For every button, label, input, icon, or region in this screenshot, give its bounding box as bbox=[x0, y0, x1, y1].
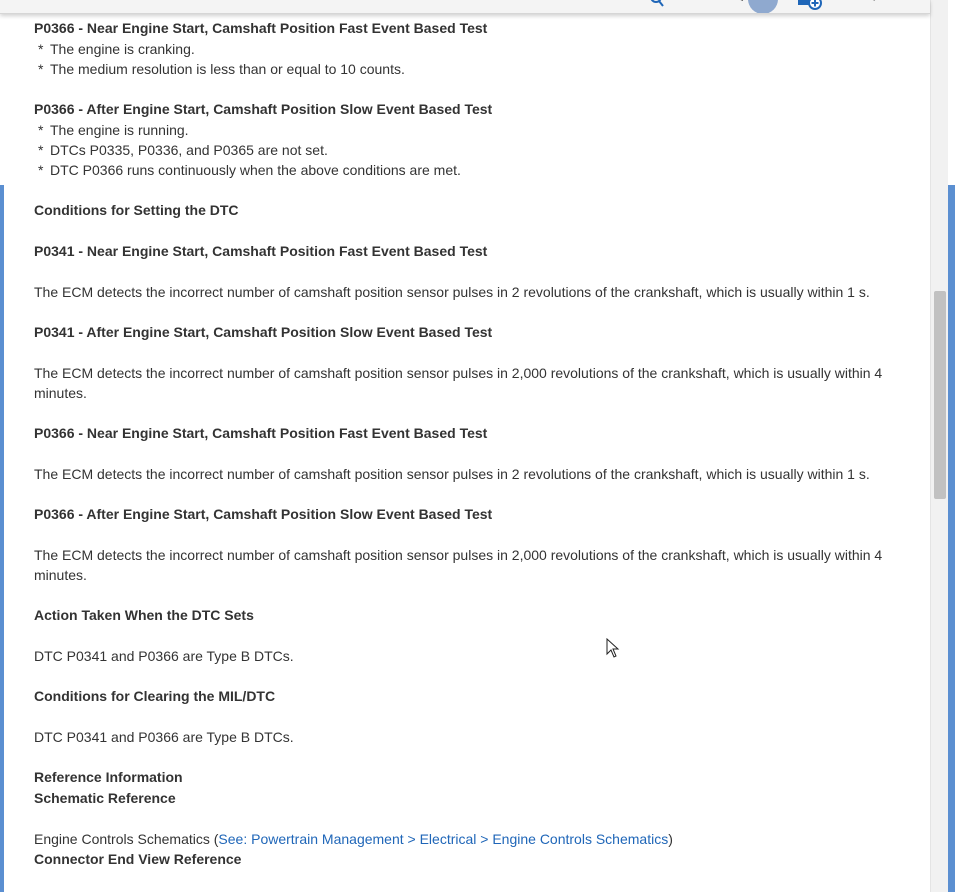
bullet-marker: * bbox=[38, 41, 44, 57]
section-heading: P0366 - After Engine Start, Camshaft Position Slow Event Based Test bbox=[34, 506, 493, 522]
bullet-marker: * bbox=[38, 142, 44, 158]
avatar[interactable] bbox=[748, 0, 778, 14]
action-text: DTC P0341 and P0366 are Type B DTCs. bbox=[34, 648, 294, 664]
section-heading: P0366 - Near Engine Start, Camshaft Position Fast Event Based Test bbox=[34, 20, 488, 36]
bullet-text: The engine is cranking. bbox=[50, 41, 195, 57]
section-heading: P0366 - After Engine Start, Camshaft Position Slow Event Based Test bbox=[34, 101, 493, 117]
bullet-text: DTCs P0335, P0336, and P0365 are not set. bbox=[50, 142, 328, 158]
section-text: The ECM detects the incorrect number of camshaft position sensor pulses in 2 revolutions of the crankshaft, which is usually within 1 s. bbox=[34, 284, 870, 300]
bullet-text: The medium resolution is less than or equal to 10 counts. bbox=[50, 61, 405, 77]
right-edge-strip bbox=[948, 0, 955, 892]
bullet-item bbox=[34, 59, 405, 79]
schematic-heading: Schematic Reference bbox=[34, 790, 176, 806]
top-header-bar bbox=[0, 0, 930, 14]
bullet-text: The engine is running. bbox=[50, 122, 189, 138]
section-heading: P0341 - Near Engine Start, Camshaft Position Fast Event Based Test bbox=[34, 243, 488, 259]
search-icon[interactable] bbox=[650, 0, 664, 11]
bullet-item bbox=[34, 39, 195, 59]
section-text: The ECM detects the incorrect number of camshaft position sensor pulses in 2,000 revolutions of the crankshaft, which is usually within 4 minutes. bbox=[34, 547, 883, 583]
section-text: The ECM detects the incorrect number of camshaft position sensor pulses in 2 revolutions of the crankshaft, which is usually within 1 s. bbox=[34, 466, 870, 482]
bullet-text: DTC P0366 runs continuously when the above conditions are met. bbox=[50, 162, 461, 178]
bullet-marker: * bbox=[38, 162, 44, 178]
section-heading: P0341 - After Engine Start, Camshaft Position Slow Event Based Test bbox=[34, 324, 493, 340]
bullet-marker: * bbox=[38, 61, 44, 77]
add-to-list-icon[interactable] bbox=[798, 0, 822, 10]
clearing-heading: Conditions for Clearing the MIL/DTC bbox=[34, 688, 276, 704]
conditions-setting-heading: Conditions for Setting the DTC bbox=[34, 202, 239, 218]
bullet-item bbox=[34, 120, 189, 140]
reference-heading: Reference Information bbox=[34, 769, 183, 785]
schematic-prefix: Engine Controls Schematics ( bbox=[34, 831, 219, 847]
bullet-marker: * bbox=[38, 122, 44, 138]
schematic-reference-line bbox=[34, 829, 673, 849]
scrollbar-thumb[interactable] bbox=[934, 291, 946, 499]
dropdown-chevron-icon[interactable] bbox=[737, 0, 745, 1]
schematics-link[interactable]: See: Powertrain Management > Electrical > Engine Controls Schematics bbox=[218, 831, 669, 847]
menu-chevron-icon[interactable] bbox=[869, 0, 877, 1]
section-heading: P0366 - Near Engine Start, Camshaft Position Fast Event Based Test bbox=[34, 425, 488, 441]
bullet-item bbox=[34, 160, 461, 180]
left-edge-strip bbox=[0, 0, 4, 892]
action-heading: Action Taken When the DTC Sets bbox=[34, 607, 254, 623]
schematic-suffix: ) bbox=[668, 831, 673, 847]
connector-heading: Connector End View Reference bbox=[34, 851, 242, 867]
section-text: The ECM detects the incorrect number of camshaft position sensor pulses in 2,000 revolutions of the crankshaft, which is usually within 4 minutes. bbox=[34, 365, 883, 401]
mouse-cursor-icon bbox=[606, 638, 620, 658]
clearing-text: DTC P0341 and P0366 are Type B DTCs. bbox=[34, 729, 294, 745]
vertical-scrollbar[interactable] bbox=[930, 0, 948, 892]
bullet-item bbox=[34, 140, 328, 160]
